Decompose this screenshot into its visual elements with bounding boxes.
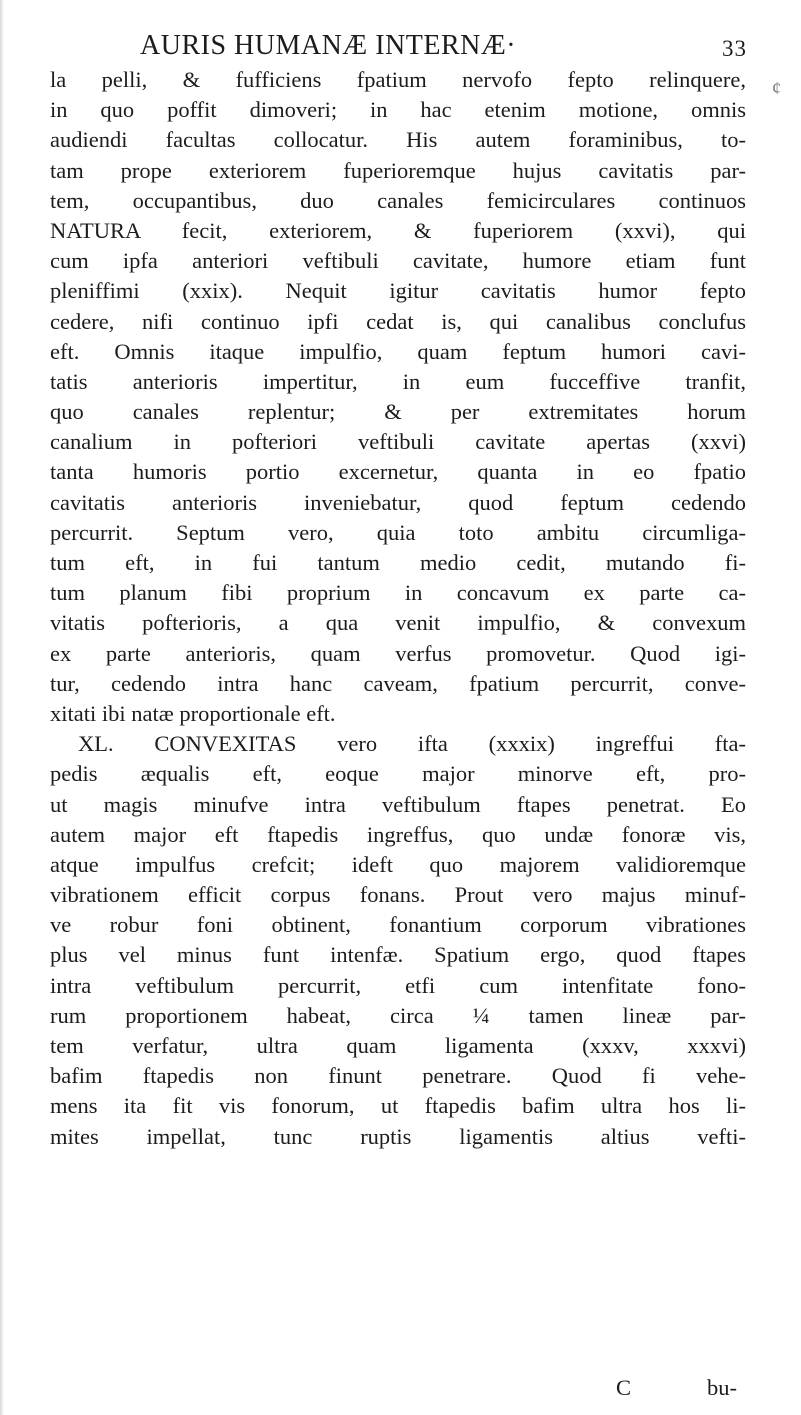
text-line: ve robur foni obtinent, fonantium corporum vibrationes bbox=[50, 912, 746, 938]
text-line: mens ita fit vis fonorum, ut ftapedis bafim ultra hos li- bbox=[50, 1093, 746, 1119]
text-line: tem verfatur, ultra quam ligamenta (xxxv, xxxvi) bbox=[50, 1033, 746, 1058]
text-line: tam prope exteriorem fuperioremque hujus cavitatis par- bbox=[50, 157, 746, 183]
text-line: la pelli, & fufficiens fpatium nervofo fepto relinquere, bbox=[50, 67, 746, 92]
text-line: percurrit. Septum vero, quia toto ambitu circumliga- bbox=[50, 519, 746, 545]
running-title: AURIS HUMANÆ INTERNÆ· bbox=[140, 30, 517, 61]
text-line: tanta humoris portio excernetur, quanta in eo fpatio bbox=[50, 459, 746, 485]
text-line: mites impellat, tunc ruptis ligamentis altius vefti- bbox=[50, 1123, 746, 1149]
signature-mark: C bbox=[616, 1375, 632, 1400]
text-line: pedis æqualis eft, eoque major minorve eft, pro- bbox=[50, 761, 746, 787]
text-line: tem, occupantibus, duo canales femicirculares continuos bbox=[50, 187, 746, 213]
text-line: vibrationem efficit corpus fonans. Prout vero majus minuf- bbox=[50, 882, 746, 908]
text-line: tatis anterioris impertitur, in eum fucceffive tranfit, bbox=[50, 368, 746, 394]
body-text bbox=[50, 65, 746, 1152]
text-line: plus vel minus funt intenfæ. Spatium ergo, quod ftapes bbox=[50, 942, 746, 968]
text-line: eft. Omnis itaque impulfio, quam feptum humori cavi- bbox=[50, 338, 746, 364]
text-line: pleniffimi (xxix). Nequit igitur cavitatis humor fepto bbox=[50, 278, 746, 304]
text-line: xitati ibi natæ proportionale eft. bbox=[50, 700, 336, 726]
margin-mark: ¢ bbox=[772, 78, 781, 98]
catchword: bu- bbox=[707, 1375, 737, 1400]
text-line: intra veftibulum percurrit, etfi cum intenfitate fono- bbox=[50, 972, 746, 998]
gutter-shadow bbox=[0, 0, 4, 1415]
running-head bbox=[0, 22, 801, 62]
text-line: tum eft, in fui tantum medio cedit, mutando fi- bbox=[50, 550, 746, 575]
text-line: in quo poffit dimoveri; in hac etenim motione, omnis bbox=[50, 97, 746, 123]
text-line: rum proportionem habeat, circa ¼ tamen lineæ par- bbox=[50, 1002, 746, 1028]
page-number: 33 bbox=[722, 36, 747, 61]
text-line: tur, cedendo intra hanc caveam, fpatium percurrit, conve- bbox=[50, 670, 746, 696]
text-line: cavitatis anterioris inveniebatur, quod feptum cedendo bbox=[50, 489, 746, 515]
catchline bbox=[50, 1375, 746, 1405]
text-line: XL. CONVEXITAS vero ifta (xxxix) ingreffui fta- bbox=[78, 731, 746, 757]
text-line: NATURA fecit, exteriorem, & fuperiorem (xxvi), qui bbox=[50, 217, 746, 243]
text-line: tum planum fibi proprium in concavum ex parte ca- bbox=[50, 580, 746, 606]
text-line: vitatis pofterioris, a qua venit impulfio, & convexum bbox=[50, 610, 746, 636]
text-line: cum ipfa anteriori veftibuli cavitate, humore etiam funt bbox=[50, 248, 746, 274]
text-line: bafim ftapedis non finunt penetrare. Quod fi vehe- bbox=[50, 1063, 746, 1089]
text-line: ut magis minufve intra veftibulum ftapes penetrat. Eo bbox=[50, 791, 746, 817]
text-line: quo canales replentur; & per extremitates horum bbox=[50, 399, 746, 425]
text-line: cedere, nifi continuo ipfi cedat is, qui canalibus conclufus bbox=[50, 308, 746, 334]
text-line: canalium in pofteriori veftibuli cavitate apertas (xxvi) bbox=[50, 429, 746, 455]
text-line: autem major eft ftapedis ingreffus, quo undæ fonoræ vis, bbox=[50, 821, 746, 847]
text-line: atque impulfus crefcit; ideft quo majorem validioremque bbox=[50, 851, 746, 877]
text-line: audiendi facultas collocatur. His autem foraminibus, to- bbox=[50, 127, 746, 153]
text-line: ex parte anterioris, quam verfus promovetur. Quod igi- bbox=[50, 640, 746, 666]
